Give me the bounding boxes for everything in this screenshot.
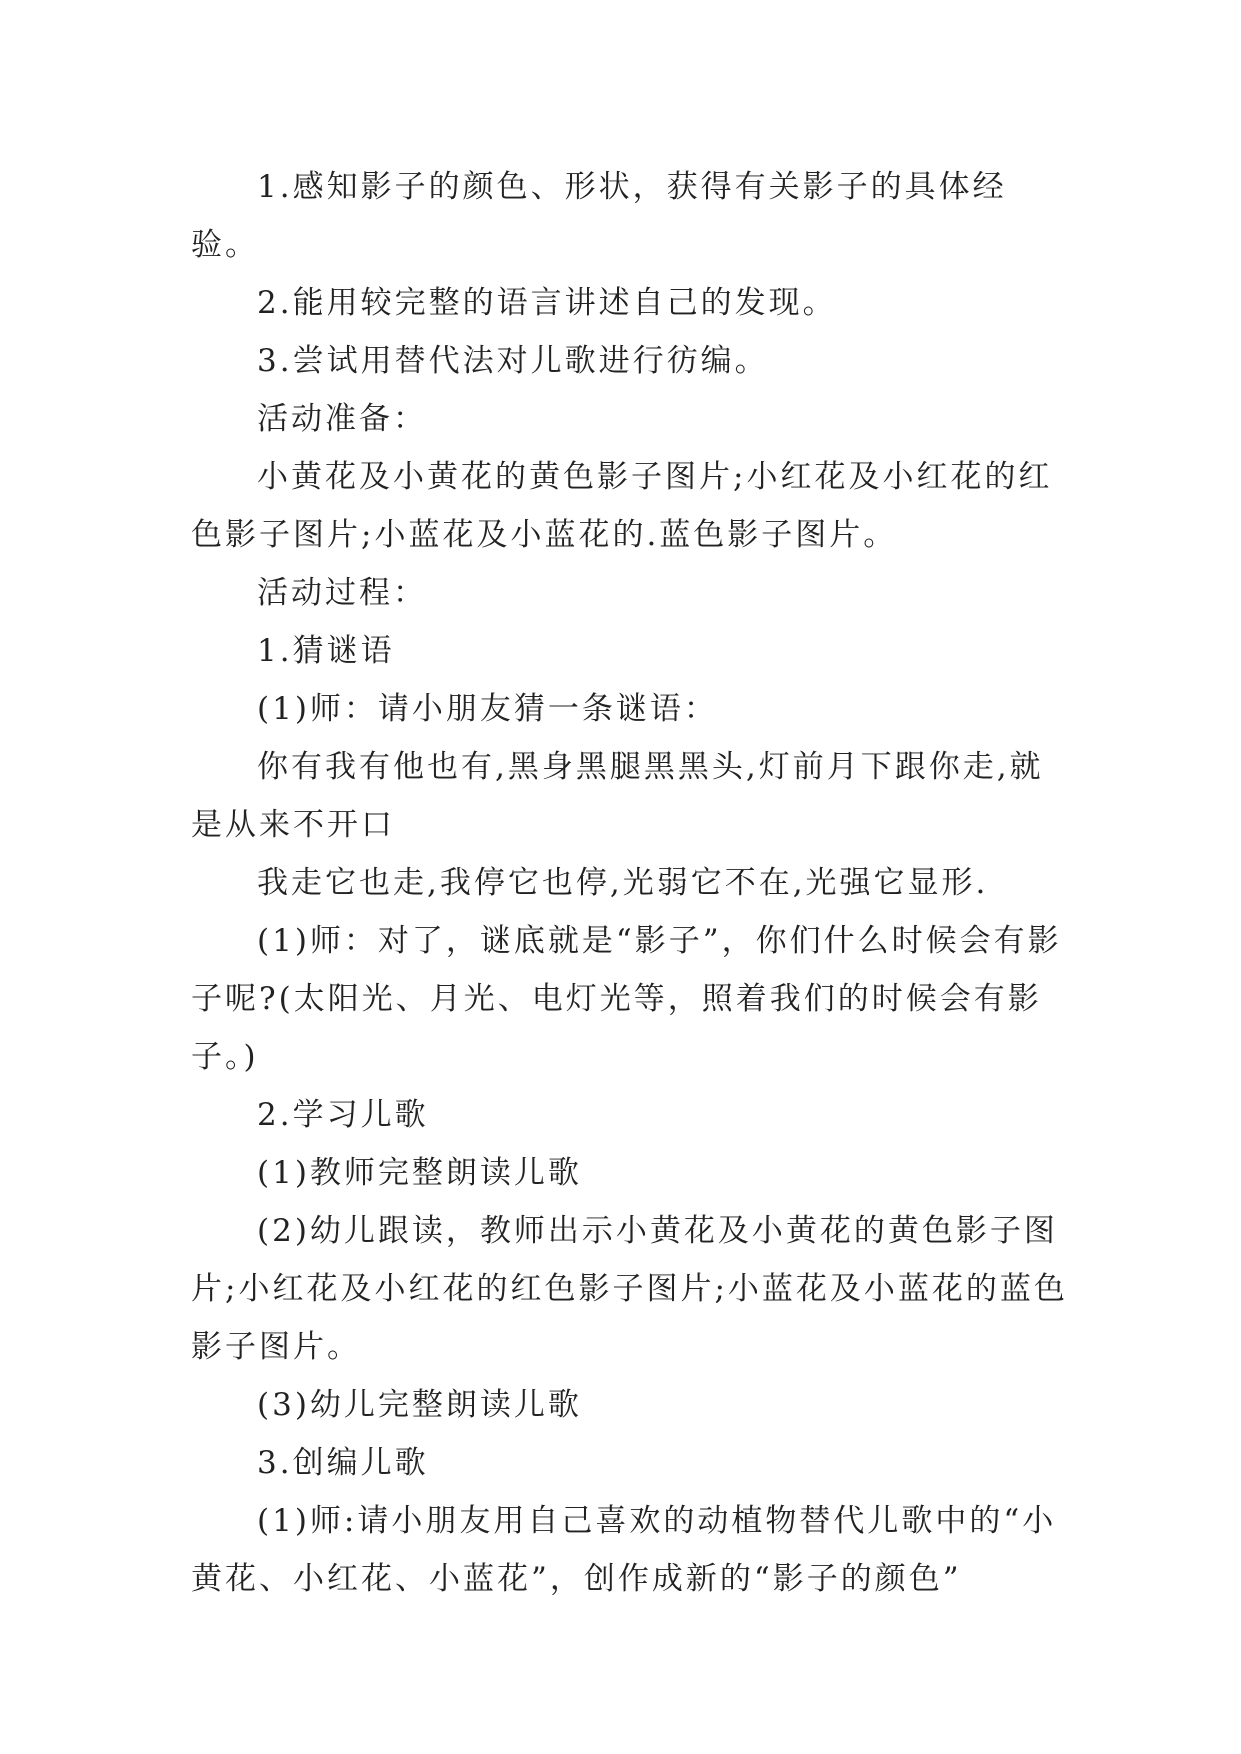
objective-3: 3.尝试用替代法对儿歌进行彷编。 bbox=[257, 343, 769, 379]
step-1-item-2: (1)师：对了，谜底就是“影子”，你们什么时候会有影子呢?(太阳光、月光、电灯光等，照着我们的时候会有影子。) bbox=[191, 923, 1062, 1075]
preparation-text: 小黄花及小黄花的黄色影子图片;小红花及小红花的红色影子图片;小蓝花及小蓝花的.蓝色影子图片。 bbox=[191, 459, 1053, 553]
step-2-item-1: (1)教师完整朗读儿歌 bbox=[257, 1155, 582, 1191]
step-3-item-1: (1)师:请小朋友用自己喜欢的动植物替代儿歌中的“小黄花、小红花、小蓝花”，创作成新的“影子的颜色” bbox=[191, 1503, 1057, 1597]
document-body bbox=[191, 158, 1071, 1608]
step-2-item-2: (2)幼儿跟读，教师出示小黄花及小黄花的黄色影子图片;小红花及小红花的红色影子图片;小蓝花及小蓝花的蓝色影子图片。 bbox=[191, 1213, 1068, 1365]
objective-2: 2.能用较完整的语言讲述自己的发现。 bbox=[257, 285, 837, 321]
section-heading-process: 活动过程： bbox=[257, 575, 427, 611]
riddle-text-1: 你有我有他也有,黑身黑腿黑黑头,灯前月下跟你走,就是从来不开口 bbox=[191, 749, 1044, 843]
riddle-text-2: 我走它也走,我停它也停,光弱它不在,光强它显形. bbox=[257, 865, 989, 901]
step-2-heading: 2.学习儿歌 bbox=[257, 1097, 429, 1133]
step-2-item-3: (3)幼儿完整朗读儿歌 bbox=[257, 1387, 582, 1423]
objective-1: 1.感知影子的颜色、形状，获得有关影子的具体经验。 bbox=[191, 169, 1007, 263]
step-1-heading: 1.猜谜语 bbox=[257, 633, 395, 669]
step-3-heading: 3.创编儿歌 bbox=[257, 1445, 429, 1481]
step-1-item-1: (1)师：请小朋友猜一条谜语： bbox=[257, 691, 718, 727]
section-heading-preparation: 活动准备： bbox=[257, 401, 427, 437]
